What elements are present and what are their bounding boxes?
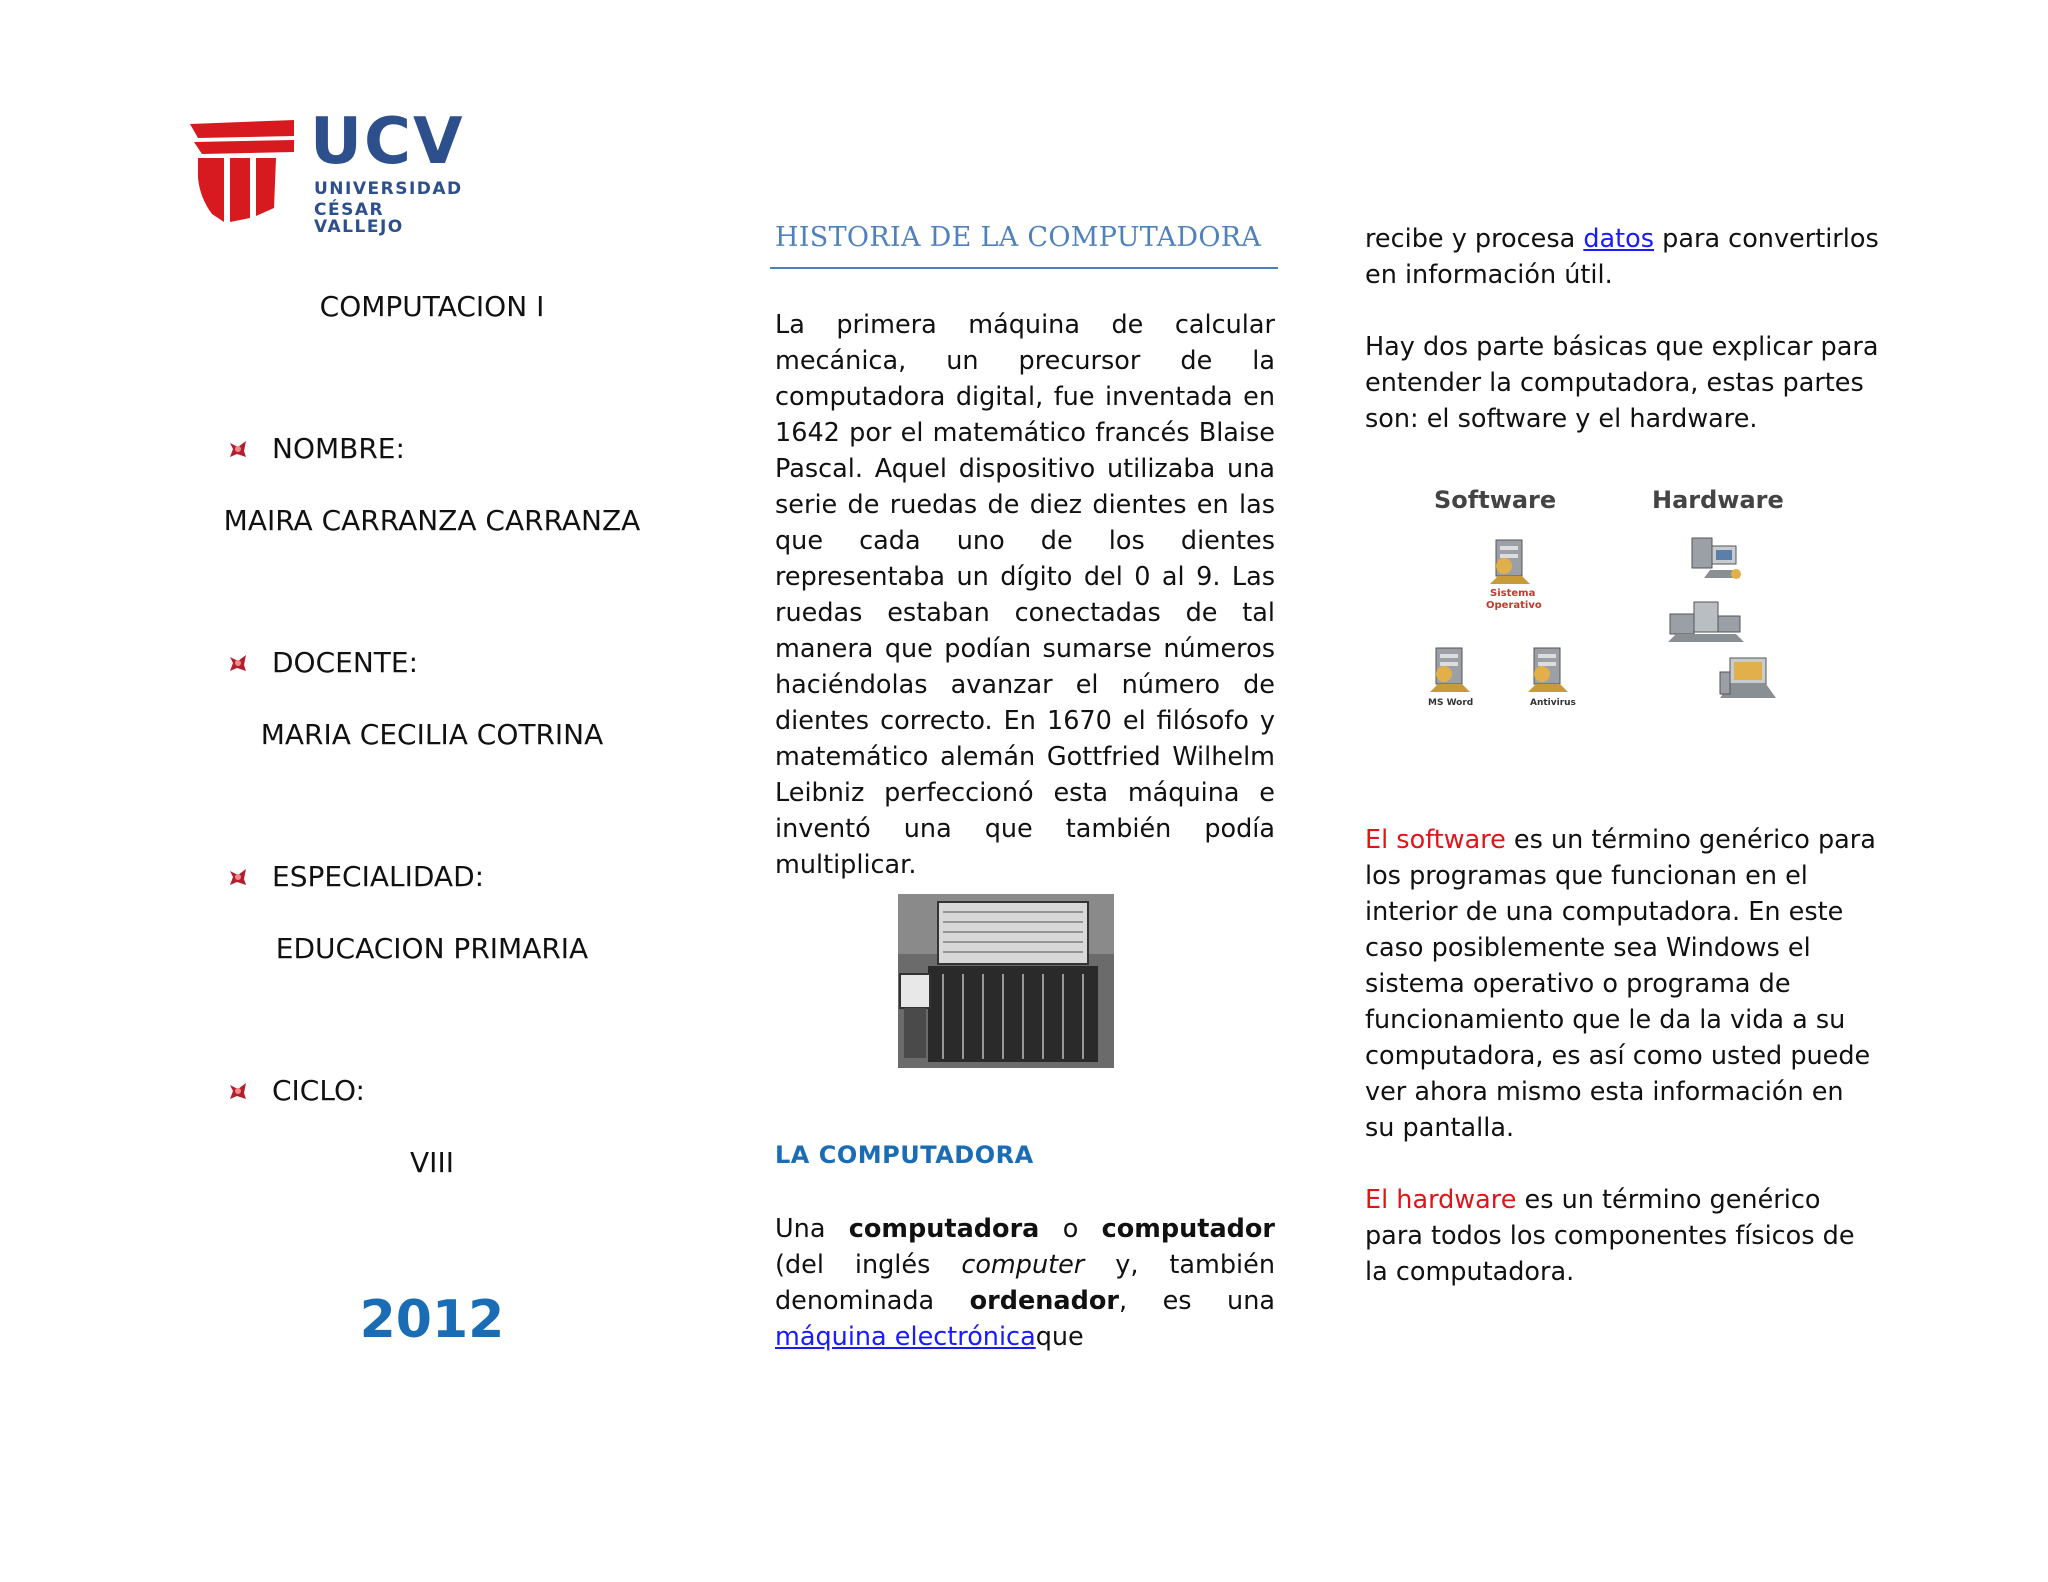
logo-text: UCV <box>310 105 465 179</box>
flower-bullet-icon <box>228 653 248 673</box>
link-maquina-electronica[interactable]: máquina electrónica <box>775 1322 1036 1352</box>
field-ciclo <box>228 1074 365 1107</box>
dos-partes-paragraph: Hay dos parte básicas que explicar para entender la computadora, estas partes son: el software y el hardware. <box>1365 332 1879 434</box>
historia-heading: HISTORIA DE LA COMPUTADORA <box>775 222 1262 253</box>
logo-subtitle-1: UNIVERSIDAD <box>314 179 463 199</box>
hardware-paragraph: El hardware es un término genérico para todos los componentes físicos de la computadora. <box>1365 1185 1855 1287</box>
flower-bullet-icon <box>228 1081 248 1101</box>
msword-label: MS Word <box>1428 698 1474 708</box>
field-docente <box>228 646 418 679</box>
software-hardware-diagram <box>1420 476 1820 736</box>
computadora-paragraph: Una computadora o computador (del inglés computer y, también denominada ordenador, es una máquina electrónicaque <box>775 1214 1275 1352</box>
field-label: NOMBRE: <box>272 432 405 465</box>
field-value-ciclo: VIII <box>410 1146 454 1179</box>
computadora-heading: LA COMPUTADORA <box>775 1141 1034 1169</box>
hardware-title: Hardware <box>1652 486 1784 514</box>
so-label-2: Operativo <box>1486 600 1542 611</box>
course-title: COMPUTACION I <box>319 290 545 323</box>
link-datos[interactable]: datos <box>1583 224 1655 254</box>
so-label-1: Sistema <box>1490 588 1536 599</box>
year: 2012 <box>359 1290 505 1350</box>
flower-bullet-icon <box>228 867 248 887</box>
flower-bullet-icon <box>228 439 248 459</box>
server-icon <box>1482 536 1538 588</box>
field-label: CICLO: <box>272 1074 365 1107</box>
continuation-paragraph: recibe y procesa datos para convertirlos en información útil. <box>1365 224 1879 290</box>
antivirus-label: Antivirus <box>1530 698 1576 708</box>
field-value-nombre: MAIRA CARRANZA CARRANZA <box>223 504 641 537</box>
field-label: ESPECIALIDAD: <box>272 860 485 893</box>
field-especialidad <box>228 860 484 893</box>
field-value-especialidad: EDUCACION PRIMARIA <box>275 932 589 965</box>
software-term: El software <box>1365 825 1506 855</box>
logo-subtitle-2: CÉSAR VALLEJO <box>314 200 404 237</box>
devices-icon <box>1666 598 1746 646</box>
heading-rule <box>770 267 1278 269</box>
server-icon <box>1422 644 1478 696</box>
laptop-icon <box>1716 652 1780 708</box>
field-label: DOCENTE: <box>272 646 419 679</box>
hardware-term: El hardware <box>1365 1185 1517 1215</box>
ucv-emblem-icon <box>190 118 294 222</box>
software-title: Software <box>1434 486 1557 514</box>
computer-photo <box>898 894 1114 1068</box>
field-value-docente: MARIA CECILIA COTRINA <box>260 718 604 751</box>
field-nombre <box>228 432 405 465</box>
server-icon <box>1520 644 1576 696</box>
pc-icon <box>1684 534 1748 586</box>
ucv-logo <box>190 105 470 237</box>
software-paragraph: El software es un término genérico para los programas que funcionan en el interior de una computadora. En este caso posiblemente sea Windows el sistema operativo o programa de funcionamiento que le da la vida a su computadora, es así como usted puede ver ahora mismo esta información en su pantalla. <box>1365 825 1876 1143</box>
historia-paragraph: La primera máquina de calcular mecánica, un precursor de la computadora digital, fue inventada en 1642 por el matemático francés Blaise Pascal. Aquel dispositivo utilizaba una serie de ruedas de diez dientes en las que cada uno de los dientes representaba un dígito del 0 al 9. Las ruedas estaban conectadas de tal manera que podían sumarse números haciéndolas avanzar el número de dientes correcto. En 1670 el filósofo y matemático alemán Gottfried Wilhelm Leibniz perfeccionó esta máquina e inventó una que también podía multiplicar. <box>775 310 1275 880</box>
